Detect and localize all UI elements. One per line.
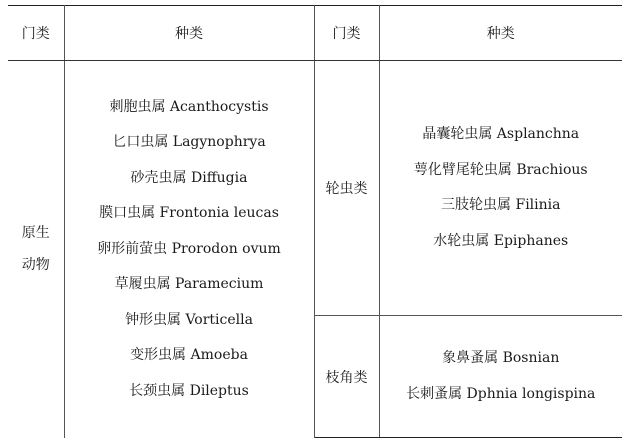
- table-row: [8, 61, 622, 316]
- species-item: 长颈虫属 Dileptus: [129, 382, 249, 399]
- species-table: [8, 5, 622, 438]
- species-item: 变形虫属 Amoeba: [130, 347, 248, 363]
- header-phylum-left: 门类: [8, 6, 64, 61]
- phylum-cell-cladocera: 枝角类: [314, 316, 379, 438]
- header-species-left: 种类: [64, 6, 314, 61]
- species-item: 象鼻蚤属 Bosnian: [442, 350, 560, 366]
- species-cell-rotifers: [379, 61, 622, 316]
- species-item: 长刺蚤属 Dphnia longispina: [406, 385, 596, 402]
- header-species-right: 种类: [379, 6, 622, 61]
- species-item: 晶囊轮虫属 Asplanchna: [422, 126, 580, 142]
- species-item: 卵形前萤虫 Prorodon ovum: [97, 240, 281, 257]
- species-item: 三肢轮虫属 Filinia: [441, 197, 561, 213]
- header-phylum-right: 门类: [314, 6, 379, 61]
- species-item: 草履虫属 Paramecium: [114, 276, 264, 292]
- species-item: 刺胞虫属 Acanthocystis: [109, 98, 269, 115]
- phylum-cell-protozoa: [8, 61, 64, 438]
- phylum-label-line: 原生: [21, 225, 50, 242]
- phylum-cell-rotifers: 轮虫类: [314, 61, 379, 316]
- species-item: 萼化臂尾轮虫属 Brachious: [413, 161, 588, 178]
- phylum-label-protozoa: [22, 217, 50, 281]
- species-item: 砂壳虫属 Diffugia: [130, 169, 248, 186]
- species-item: 匕口虫属 Lagynophrya: [112, 134, 266, 150]
- species-item: 水轮虫属 Epiphanes: [433, 232, 569, 249]
- species-cell-cladocera: [379, 316, 622, 438]
- species-item: 钟形虫属 Vorticella: [125, 311, 253, 328]
- species-item: 膜口虫属 Frontonia leucas: [99, 205, 279, 221]
- header-row: [8, 6, 622, 61]
- phylum-label-line: 动物: [21, 257, 50, 274]
- species-cell-protozoa: [64, 61, 314, 438]
